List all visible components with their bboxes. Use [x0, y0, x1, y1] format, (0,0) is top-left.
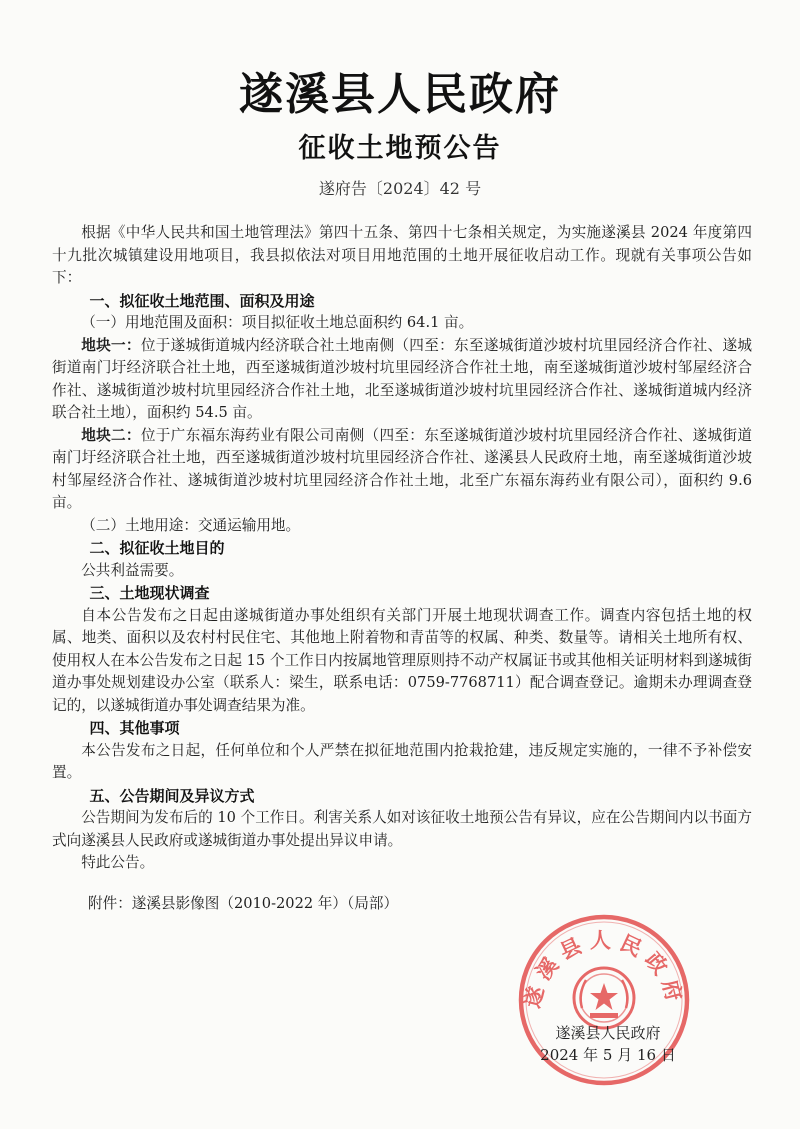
- section5-text: 公告期间为发布后的 10 个工作日。利害关系人如对该征收土地预公告有异议，应在公告期间内以书面方式向遂溪县人民政府或遂城街道办事处提出异议申请。: [52, 809, 752, 849]
- section4-heading: 四、其他事项: [89, 719, 180, 737]
- government-name-heading: 遂溪县人民政府: [239, 69, 561, 120]
- attachment-note: 附件：遂溪县影像图（2010-2022 年）（局部）: [88, 894, 399, 912]
- section2-text: 公共利益需要。: [81, 561, 184, 579]
- seal-text: 遂溪县人民政府: [520, 928, 688, 1011]
- section3-heading: 三、土地现状调查: [89, 584, 210, 602]
- issue-date: 2024 年 5 月 16 日: [540, 1046, 676, 1064]
- section2-heading: 二、拟征收土地目的: [89, 539, 225, 557]
- section4-text: 本公告发布之日起，任何单位和个人严禁在拟征地范围内抢栽抢建，违反规定实施的，一律不予补偿安置。: [52, 741, 752, 781]
- section5-heading: 五、公告期间及异议方式: [89, 786, 255, 805]
- plot2-paragraph: [52, 425, 752, 515]
- plot1-paragraph: [52, 335, 752, 425]
- land-range-paragraph: （一）用地范围及面积：项目拟征收土地总面积约 64.1 亩。: [81, 314, 474, 331]
- plot1-label: 地块一：: [81, 336, 141, 354]
- signature-block: [528, 1022, 688, 1066]
- spacer: [52, 875, 752, 893]
- section1-heading: 一、拟征收土地范围、面积及用途: [89, 291, 315, 310]
- plot2-text: 位于广东福东海药业有限公司南侧（四至：东至遂城街道沙坡村坑里园经济合作社、遂城街道南门圩经济联合社土地，西至遂城街道沙坡村坑里园经济合作社、遂溪县人民政府土地，南至遂城街道沙坡村邹屋经济合作社、遂城街道沙坡村坑里园经济合作社土地，北至广东福东海药业有限公司），面积约 9.6 亩。: [52, 426, 752, 511]
- closing-text: 特此公告。: [81, 854, 155, 871]
- document-title: 征收土地预公告: [298, 133, 502, 164]
- plot1-text: 位于遂城街道城内经济联合社土地南侧（四至：东至遂城街道沙坡村坑里园经济合作社、遂城街道南门圩经济联合社土地，西至遂城街道沙坡村坑里园经济合作社土地，南至遂城街道沙坡村邹屋经济合作社、遂城街道沙坡村坑里园经济合作社土地，北至遂城街道沙坡村坑里园经济合作社、遂城街道城内经济联合社土地），面积约 54.5 亩。: [52, 336, 752, 421]
- plot2-label: 地块二：: [81, 426, 141, 444]
- section3-text: 自本公告发布之日起由遂城街道办事处组织有关部门开展土地现状调查工作。调查内容包括土地的权属、地类、面积以及农村村民住宅、其他地上附着物和青苗等的权属、种类、数量等。请相关土地所有权、使用权人在本公告发布之日起 15 个工作日内按属地管理原则持不动产权属证书或其他相关证明材料到遂城街道办事处规划建设办公室（联系人：梁生，联系电话：0759-7768711）配合调查登记。逾期未办理调查登记的，以遂城街道办事处调查结果为准。: [52, 606, 752, 714]
- issuer-name: 遂溪县人民政府: [555, 1024, 661, 1042]
- document-number: 遂府告〔2024〕42 号: [318, 179, 482, 198]
- national-emblem-icon: [574, 968, 634, 1028]
- intro-paragraph: 根据《中华人民共和国土地管理法》第四十五条、第四十七条相关规定，为实施遂溪县 2024 年度第四十九批次城镇建设用地项目，我县拟依法对项目用地范围的土地开展征收启动工作。现就有关事项公告如下：: [52, 224, 752, 286]
- land-usage-paragraph: （二）土地用途：交通运输用地。: [81, 516, 301, 534]
- document-body: [52, 222, 752, 915]
